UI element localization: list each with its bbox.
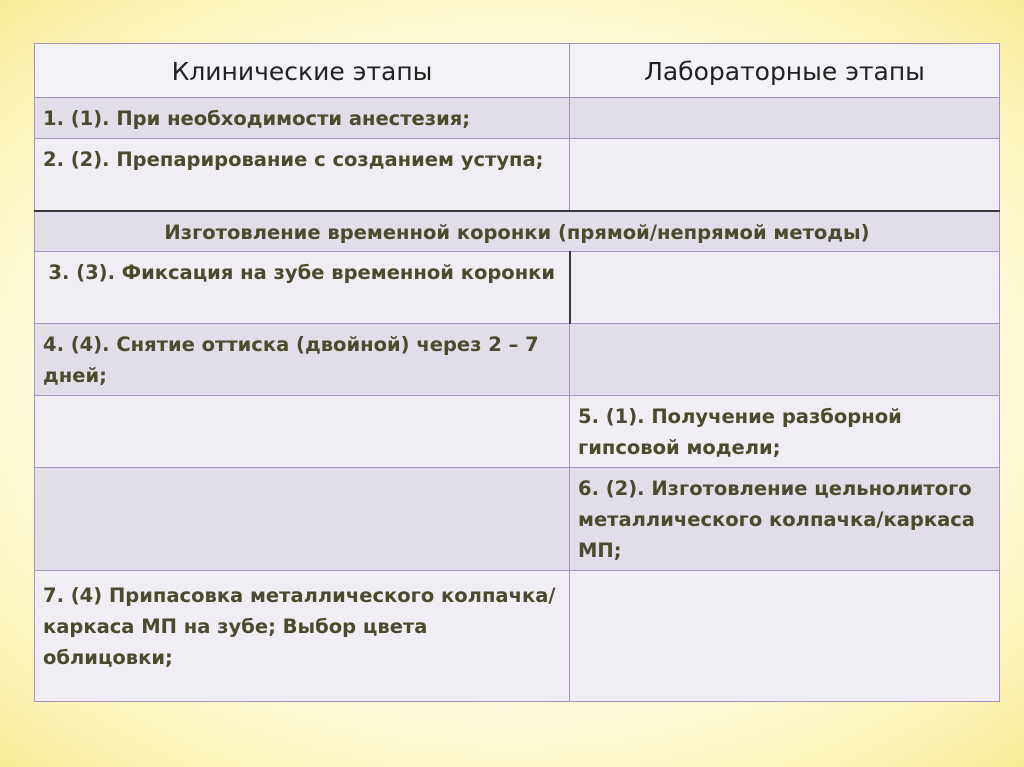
laboratory-stage-cell [570,252,1000,324]
table-row [35,571,1000,702]
table-row [35,252,1000,324]
clinical-stage-cell [35,468,570,571]
header-clinical-stages: Клинические этапы [35,44,570,98]
table-row [35,98,1000,139]
temporary-crown-stage: Изготовление временной коронки (прямой/непрямой методы) [35,211,1000,252]
table-row [35,396,1000,468]
clinical-stage-cell: 1. (1). При необходимости анестезия; [35,98,570,139]
stages-table [34,43,1000,702]
table-row [35,324,1000,396]
clinical-stage-cell: 4. (4). Снятие оттиска (двойной) через 2 – 7 дней; [35,324,570,396]
table-row [35,139,1000,211]
table-row [35,468,1000,571]
laboratory-stage-cell [570,571,1000,702]
clinical-stage-cell: 3. (3). Фиксация на зубе временной коронки [35,252,570,324]
table-header-row [35,44,1000,98]
laboratory-stage-cell [570,98,1000,139]
clinical-stage-cell: 7. (4) Припасовка металлического колпачка/каркаса МП на зубе; Выбор цвета облицовки; [35,571,570,702]
laboratory-stage-cell [570,139,1000,211]
clinical-stage-cell: 2. (2). Препарирование с созданием уступа; [35,139,570,211]
header-laboratory-stages: Лабораторные этапы [570,44,1000,98]
laboratory-stage-cell: 5. (1). Получение разборной гипсовой модели; [570,396,1000,468]
table-row-merged [35,211,1000,252]
laboratory-stage-cell: 6. (2). Изготовление цельнолитого металлического колпачка/каркаса МП; [570,468,1000,571]
laboratory-stage-cell [570,324,1000,396]
clinical-stage-cell [35,396,570,468]
